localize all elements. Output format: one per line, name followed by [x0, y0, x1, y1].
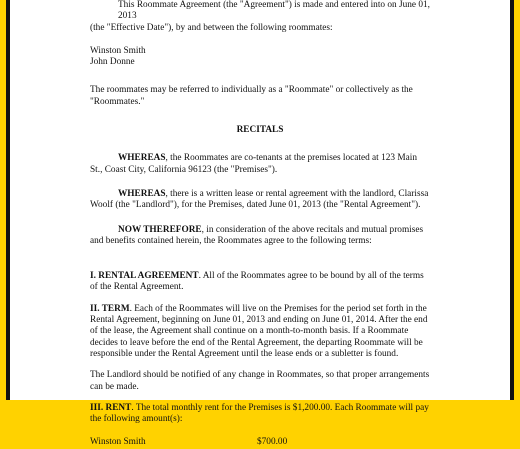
rent-row-name: Winston Smith	[90, 437, 146, 448]
section-rental-agreement-text: . All of the Roommates agree to be bound by all of the terms of the Rental Agreement.	[90, 271, 424, 293]
now-therefore-paragraph	[90, 225, 430, 248]
rent-row-amount: $700.00	[257, 437, 288, 448]
whereas-text-2: , there is a written lease or rental agreement with the landlord, Clarissa Woolf (the "Landlord"), for the Premises, dated June 01, 2013 (the "Rental Agreement").	[90, 188, 429, 211]
intro-line-1: This Roommate Agreement (the "Agreement") is made and entered into on June 01, 2013	[118, 0, 430, 22]
section-term-text: . Each of the Roommates will live on the Premises for the period set forth in the Rental Agreement, beginning on June 01, 2013 and ending on June 01, 2014. After the end of the lease, the Agreement shall continue on a month-to-month basis. If a Roommate decides to leave before the end of the Rental Agreement, the departing Roommate will be responsible under the Rental Agreement until the lease ends or a subletter is found.	[90, 303, 428, 359]
section-term	[90, 304, 430, 360]
now-therefore-text: , in consideration of the above recitals and mutual promises and benefits contained herein, the Roommates agree to the following terms:	[90, 224, 424, 246]
whereas-paragraph-2	[90, 189, 430, 212]
section-term-heading: II. TERM	[90, 303, 130, 314]
section-rental-agreement-heading: I. RENTAL AGREEMENT	[90, 271, 199, 282]
whereas-paragraph-1	[90, 153, 430, 176]
whereas-text-1: , the Roommates are co-tenants at the premises located at 123 Main St., Coast City, California 96123 (the "Premises").	[90, 153, 417, 175]
whereas-lead-2: WHEREAS	[118, 188, 166, 199]
section-rental-agreement	[90, 271, 430, 294]
roommate-name-2: John Donne	[90, 57, 135, 68]
document-page	[10, 0, 510, 448]
referral-paragraph: The roommates may be referred to individually as a "Roommate" or collectively as the "Roommates."	[90, 85, 413, 107]
recitals-heading: RECITALS	[236, 125, 284, 136]
roommate-name-1: Winston Smith	[90, 45, 146, 56]
rent-row	[90, 437, 430, 448]
intro-line-2: (the "Effective Date"), by and between the following roommates:	[90, 22, 333, 33]
document-body	[90, 0, 430, 449]
section-rent-text: . The total monthly rent for the Premises is $1,200.00. Each Roommate will pay the following amount(s):	[90, 402, 429, 425]
whereas-lead-1: WHEREAS	[118, 153, 166, 164]
section-rent	[90, 403, 430, 426]
now-therefore-lead: NOW THEREFORE	[118, 224, 202, 235]
section-rent-heading: III. RENT	[90, 402, 132, 413]
landlord-notice-paragraph: The Landlord should be notified of any change in Roommates, so that proper arrangements can be made.	[90, 370, 430, 392]
